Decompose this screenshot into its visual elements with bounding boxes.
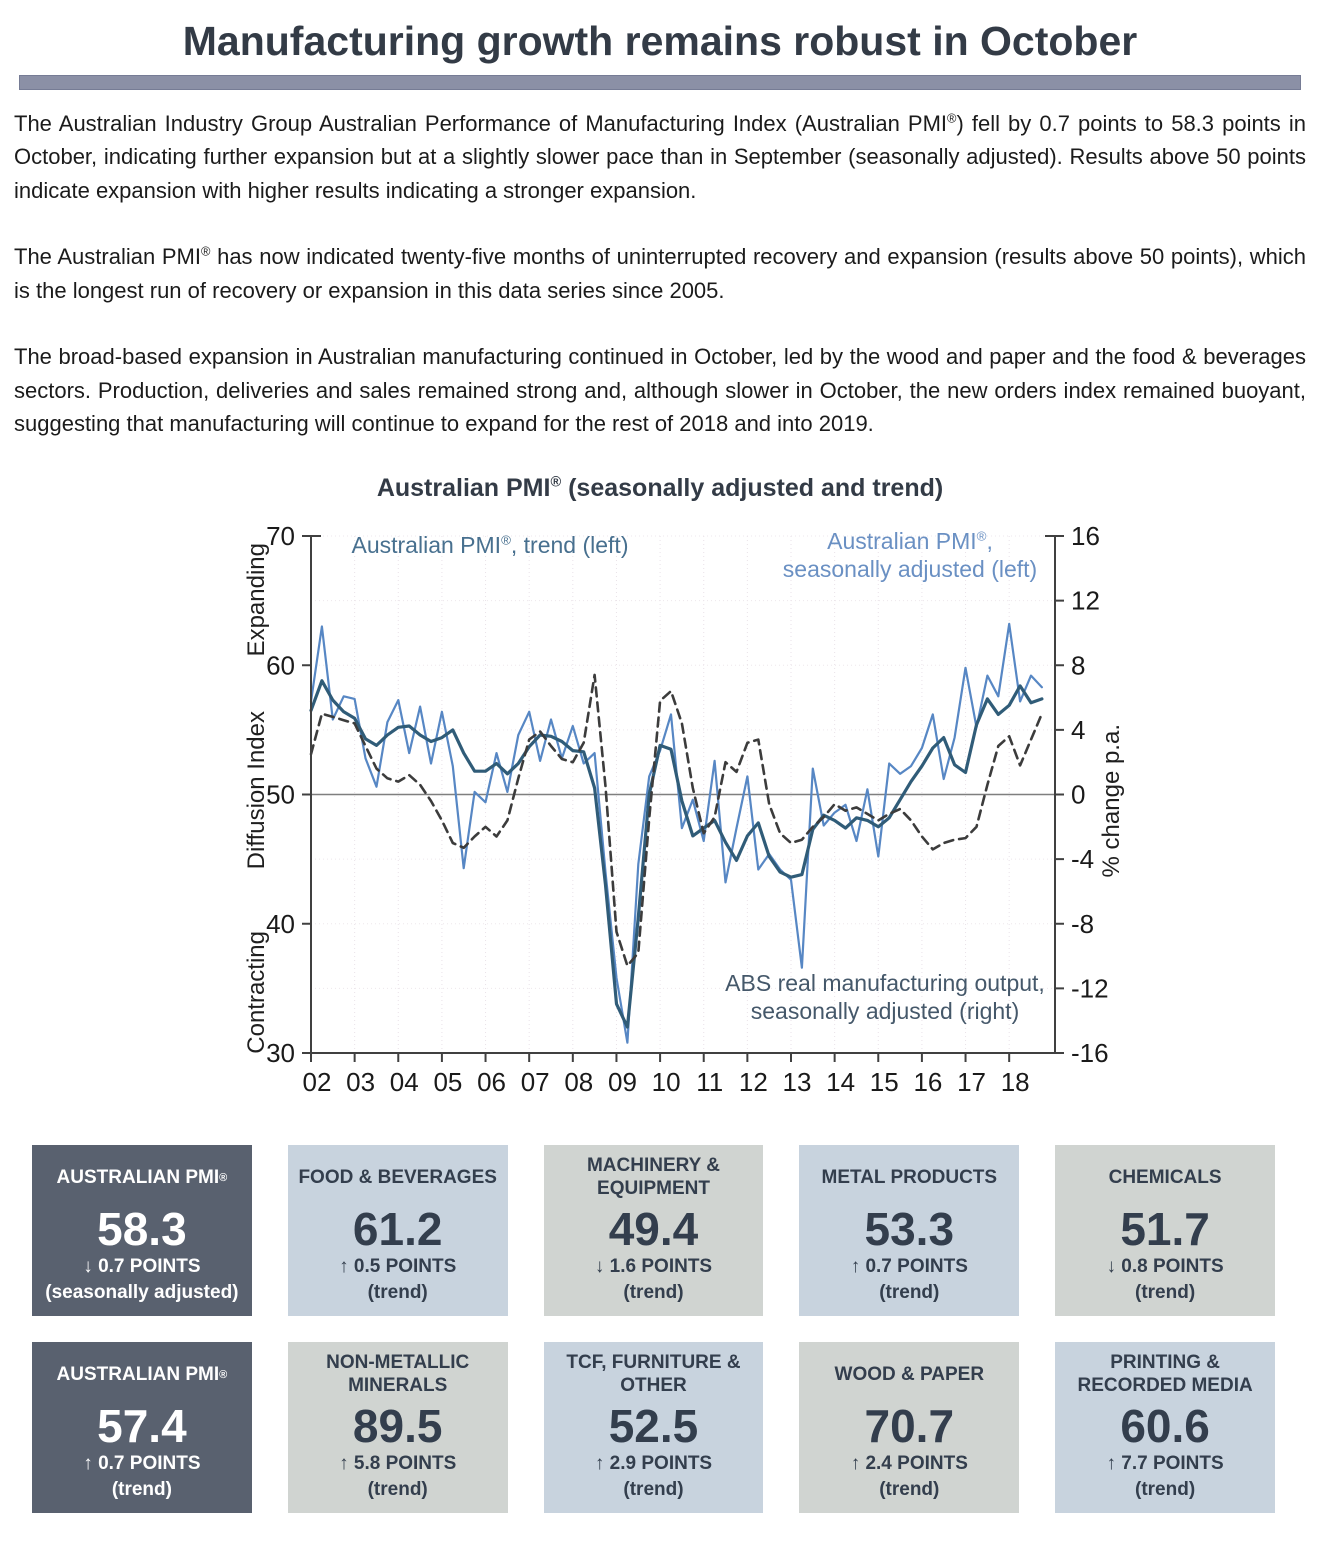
annotation-abs-line1: ABS real manufacturing output,: [725, 969, 1045, 996]
card-value: 70.7: [864, 1399, 955, 1452]
card-title: AUSTRALIAN PMI ®: [56, 1363, 228, 1385]
svg-text:17: 17: [957, 1066, 987, 1097]
card-change: ↑ 7.7 POINTS: [1106, 1452, 1224, 1474]
svg-text:-16: -16: [1071, 1037, 1109, 1068]
svg-text:03: 03: [346, 1066, 376, 1097]
annotation-pmi-trend: Australian PMI®, trend (left): [351, 531, 629, 558]
svg-text:30: 30: [266, 1037, 295, 1068]
card-change: ↑ 2.9 POINTS: [594, 1452, 713, 1474]
svg-text:-4: -4: [1071, 843, 1095, 874]
card-value: 61.2: [352, 1202, 443, 1255]
stat-card-food-beverages: [288, 1145, 508, 1316]
card-title: AUSTRALIAN PMI ®: [56, 1166, 228, 1188]
axis-band-label-expanding: Expanding: [243, 542, 270, 656]
card-change: ↓ 1.6 POINTS: [594, 1255, 713, 1277]
stat-cards-row-2: [32, 1342, 1275, 1513]
card-note: (trend): [111, 1478, 172, 1500]
stat-card-metal-products: [799, 1145, 1019, 1316]
card-value: 51.7: [1120, 1202, 1210, 1255]
svg-text:18: 18: [1000, 1066, 1030, 1097]
card-change: ↓ 0.7 POINTS: [83, 1255, 201, 1277]
stat-card-australian-pmi-sa: [32, 1145, 252, 1316]
card-value: 60.6: [1120, 1399, 1210, 1452]
stat-card-machinery-equipment: [544, 1145, 764, 1316]
card-change: ↑ 0.7 POINTS: [83, 1452, 201, 1474]
body-copy: [0, 90, 1320, 441]
svg-text:16: 16: [913, 1066, 943, 1097]
annotation-pmi-sa-line1: Australian PMI®,: [827, 527, 993, 554]
card-change: ↑ 0.7 POINTS: [850, 1255, 968, 1277]
svg-text:12: 12: [1071, 585, 1100, 616]
svg-text:02: 02: [302, 1066, 332, 1097]
svg-text:0: 0: [1071, 779, 1086, 809]
svg-text:50: 50: [266, 779, 295, 809]
svg-text:16: 16: [1071, 520, 1100, 551]
card-note: (trend): [623, 1281, 684, 1303]
svg-text:11: 11: [696, 1066, 724, 1097]
card-title: MACHINERY & EQUIPMENT: [586, 1155, 720, 1199]
svg-text:-8: -8: [1071, 908, 1095, 939]
stat-card-wood-paper: [799, 1342, 1019, 1513]
svg-text:13: 13: [782, 1066, 812, 1097]
paragraph-1: The Australian Industry Group Australian Performance of Manufacturing Index (Australian PMI®) fell by 0.7 points to 58.3 points in October, indicating further expansion but at a slightly slower pace than in September (seasonally adjusted). Results above 50 points indicate expansion with higher results indicating a stronger expansion.: [14, 110, 1306, 203]
card-title: FOOD & BEVERAGES: [298, 1166, 497, 1188]
card-change: ↑ 2.4 POINTS: [850, 1452, 968, 1474]
paragraph-3: The broad-based expansion in Australian manufacturing continued in October, led by the wood and paper and the food & beverages sectors. Production, deliveries and sales remained strong and, although slower in October, the new orders index remained buoyant, suggesting that manufacturing will continue to expand for the rest of 2018 and into 2019.: [14, 344, 1306, 437]
annotation-abs-output: [710, 969, 1060, 1027]
svg-text:09: 09: [607, 1066, 637, 1097]
card-value: 58.3: [97, 1202, 187, 1255]
card-note: (seasonally adjusted): [45, 1281, 239, 1303]
svg-text:04: 04: [389, 1066, 419, 1097]
svg-text:40: 40: [266, 908, 295, 939]
card-note: (trend): [367, 1281, 428, 1303]
card-value: 53.3: [864, 1202, 955, 1255]
card-title: PRINTING & RECORDED MEDIA: [1077, 1352, 1253, 1396]
stat-cards-row-1: [32, 1145, 1275, 1316]
chart-title: Australian PMI® (seasonally adjusted and trend): [376, 473, 944, 502]
card-value: 49.4: [608, 1202, 699, 1255]
card-note: (trend): [623, 1478, 684, 1500]
stat-card-chemicals: [1055, 1145, 1275, 1316]
stat-card-tcf-furniture-other: [544, 1342, 764, 1513]
svg-text:60: 60: [266, 649, 295, 680]
svg-text:4: 4: [1071, 714, 1086, 745]
card-value: 89.5: [352, 1399, 443, 1452]
card-title: TCF, FURNITURE & OTHER: [566, 1352, 741, 1396]
svg-text:8: 8: [1071, 649, 1086, 680]
svg-text:14: 14: [826, 1066, 856, 1097]
stat-card-printing-recorded-media: [1055, 1342, 1275, 1513]
svg-text:07: 07: [520, 1066, 550, 1097]
card-value: 52.5: [608, 1399, 699, 1452]
svg-text:-12: -12: [1071, 972, 1109, 1003]
stat-card-non-metallic-minerals: [288, 1342, 508, 1513]
annotation-pmi-sa-line2: seasonally adjusted (left): [782, 556, 1038, 583]
axis-band-label-contracting: Contracting: [243, 930, 270, 1054]
card-change: ↑ 0.5 POINTS: [339, 1255, 457, 1277]
title-divider-bar: [19, 75, 1301, 90]
axis-title-diffusion-index: Diffusion Index: [243, 710, 270, 869]
page-title: Manufacturing growth remains robust in October: [182, 18, 1138, 64]
card-change: ↓ 0.8 POINTS: [1106, 1255, 1224, 1277]
card-note: (trend): [879, 1478, 940, 1500]
svg-text:05: 05: [433, 1066, 463, 1097]
svg-text:10: 10: [651, 1066, 681, 1097]
card-title: WOOD & PAPER: [834, 1363, 985, 1385]
card-note: (trend): [367, 1478, 428, 1500]
pmi-chart: [0, 511, 1320, 1119]
card-note: (trend): [1135, 1478, 1196, 1500]
card-change: ↑ 5.8 POINTS: [339, 1452, 457, 1474]
svg-text:12: 12: [738, 1066, 768, 1097]
svg-text:08: 08: [564, 1066, 594, 1097]
svg-text:06: 06: [477, 1066, 507, 1097]
card-note: (trend): [879, 1281, 940, 1303]
stat-card-australian-pmi-trend: [32, 1342, 252, 1513]
annotation-pmi-seasonally-adjusted: [765, 527, 1055, 585]
svg-text:70: 70: [266, 520, 295, 551]
card-value: 57.4: [97, 1399, 187, 1452]
card-note: (trend): [1135, 1281, 1196, 1303]
card-title: CHEMICALS: [1108, 1166, 1222, 1188]
card-title: METAL PRODUCTS: [821, 1166, 998, 1188]
annotation-abs-line2: seasonally adjusted (right): [750, 998, 1020, 1025]
card-title: NON-METALLIC MINERALS: [326, 1352, 470, 1396]
paragraph-2: The Australian PMI® has now indicated twenty-five months of uninterrupted recovery and expansion (results above 50 points), which is the longest run of recovery or expansion in this data series since 2005.: [14, 243, 1306, 303]
svg-text:15: 15: [869, 1066, 899, 1097]
axis-title-percent-change: % change p.a.: [1098, 723, 1125, 877]
